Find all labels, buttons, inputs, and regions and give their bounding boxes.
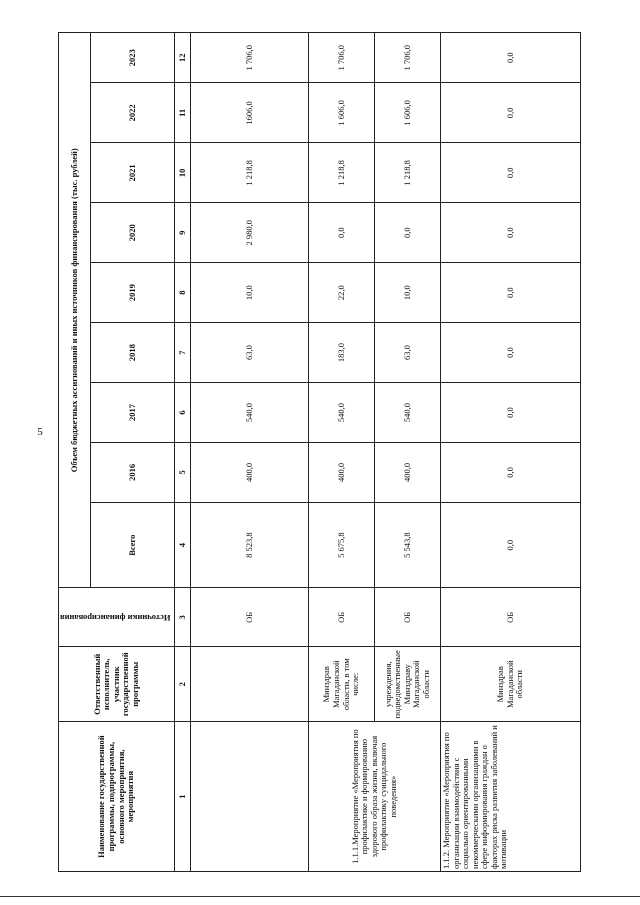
column-number: 2: [175, 647, 191, 722]
header-executor: Ответственный исполнитель, участник государственной программы: [59, 647, 175, 722]
row-executor: Минздрав Магаданской области: [441, 647, 581, 722]
row-value: 1 706,0: [375, 33, 441, 83]
table-row: [309, 33, 375, 872]
row-value: 1 606,0: [375, 83, 441, 143]
row-value: 2 980,0: [191, 203, 309, 263]
row-value: 1606,0: [191, 83, 309, 143]
column-number: 10: [175, 143, 191, 203]
column-number: 7: [175, 323, 191, 383]
row-value: 0,0: [441, 442, 581, 502]
header-source: Источники финансирования: [60, 613, 171, 624]
row-name: [191, 722, 309, 872]
header-year: 2019: [90, 263, 174, 323]
row-executor: учреждения, подведомственные Минздраву Магаданской области: [375, 647, 441, 722]
row-value: 1 218,8: [191, 143, 309, 203]
row-executor: [191, 647, 309, 722]
row-source: ОБ: [191, 588, 309, 647]
rotated-page: [55, 0, 630, 877]
row-executor: Минздрав Магаданской области, в том числе:: [309, 647, 375, 722]
row-value: 1 706,0: [191, 33, 309, 83]
row-total: 5 543,8: [375, 502, 441, 588]
row-value: 10,0: [375, 263, 441, 323]
header-year: 2016: [90, 442, 174, 502]
header-year: 2022: [90, 83, 174, 143]
column-number: 1: [175, 722, 191, 872]
table-row: [191, 33, 309, 872]
row-value: 1 218,8: [309, 143, 375, 203]
header-year: 2023: [90, 33, 174, 83]
row-value: 0,0: [441, 323, 581, 383]
row-value: 63,0: [375, 323, 441, 383]
table-row: [441, 33, 581, 872]
row-value: 0,0: [441, 83, 581, 143]
row-value: 0,0: [441, 383, 581, 443]
column-number: 11: [175, 83, 191, 143]
row-value: 1 706,0: [309, 33, 375, 83]
row-source: ОБ: [375, 588, 441, 647]
header-name: Наименование государственной программы, подпрограммы, основного мероприятия, мероприятия: [59, 722, 175, 872]
row-total: 8 523,8: [191, 502, 309, 588]
header-year: 2020: [90, 203, 174, 263]
column-number: 6: [175, 383, 191, 443]
row-source: ОБ: [441, 588, 581, 647]
header-year: 2021: [90, 143, 174, 203]
row-value: 183,0: [309, 323, 375, 383]
row-name: 1.1.2. Мероприятие «Мероприятия по организации взаимодействия с социально ориентированными некоммерческими организациями в сфере информирования граждан о факторах риска развития заболеваний и мотивации: [441, 722, 581, 872]
header-total: Всего: [90, 502, 174, 588]
row-value: 10,0: [191, 263, 309, 323]
row-name: 1.1.1.Мероприятие «Мероприятия по профилактике и формированию здорового образа жизни, включая профилактику суицидального поведения»: [309, 722, 441, 872]
page-number: 5: [37, 426, 43, 438]
bottom-rule: [0, 896, 640, 897]
row-total: 0,0: [441, 502, 581, 588]
header-financing-group: Объем бюджетных ассигнований и иных источников финансирования (тыс. рублей): [59, 33, 91, 588]
header-year: 2018: [90, 323, 174, 383]
row-source: ОБ: [309, 588, 375, 647]
row-value: 0,0: [441, 33, 581, 83]
financing-table: [58, 32, 581, 872]
row-value: 540,0: [375, 383, 441, 443]
row-value: 0,0: [375, 203, 441, 263]
row-value: 0,0: [309, 203, 375, 263]
row-value: 540,0: [309, 383, 375, 443]
row-value: 0,0: [441, 143, 581, 203]
column-number: 12: [175, 33, 191, 83]
row-value: 22,0: [309, 263, 375, 323]
row-value: 400,0: [191, 442, 309, 502]
row-total: 5 675,8: [309, 502, 375, 588]
row-value: 63,0: [191, 323, 309, 383]
row-value: 0,0: [441, 263, 581, 323]
column-number: 8: [175, 263, 191, 323]
row-value: 0,0: [441, 203, 581, 263]
row-value: 400,0: [375, 442, 441, 502]
column-number: 4: [175, 502, 191, 588]
column-number-row: [175, 33, 191, 872]
column-number: 3: [175, 588, 191, 647]
row-value: 1 218,8: [375, 143, 441, 203]
column-number: 5: [175, 442, 191, 502]
column-number: 9: [175, 203, 191, 263]
header-year: 2017: [90, 383, 174, 443]
row-value: 400,0: [309, 442, 375, 502]
row-value: 1 606,0: [309, 83, 375, 143]
row-value: 540,0: [191, 383, 309, 443]
